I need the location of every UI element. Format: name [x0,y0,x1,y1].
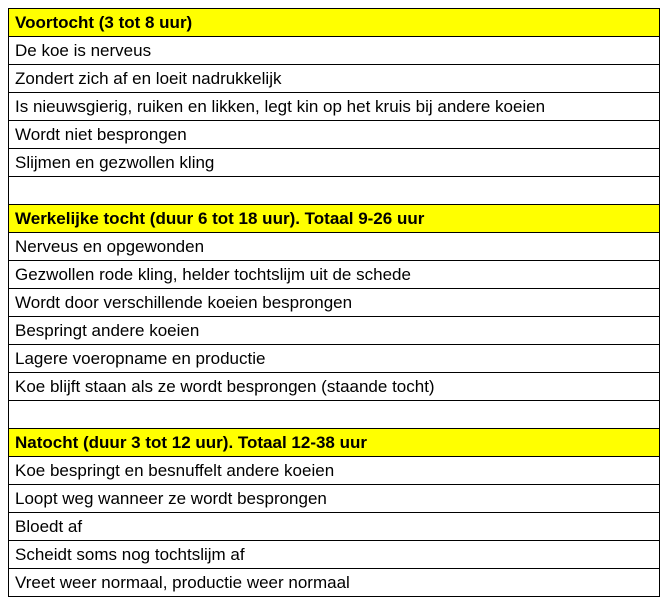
table-row [9,541,660,569]
table-cell: Is nieuwsgierig, ruiken en likken, legt kin op het kruis bij andere koeien [9,93,660,121]
table-row [9,233,660,261]
table-cell: Bloedt af [9,513,660,541]
table-row [9,289,660,317]
section-header-row [9,205,660,233]
table-row [9,345,660,373]
estrus-phases-table [8,8,660,597]
table-row [9,121,660,149]
spacer-row [9,177,660,205]
section-heading-natocht: Natocht (duur 3 tot 12 uur). Totaal 12-38 uur [9,429,660,457]
table-row [9,93,660,121]
table-row [9,37,660,65]
table-cell: Wordt door verschillende koeien besprongen [9,289,660,317]
table-row [9,317,660,345]
table-cell: Zondert zich af en loeit nadrukkelijk [9,65,660,93]
table-cell: Koe blijft staan als ze wordt besprongen (staande tocht) [9,373,660,401]
table-cell: Gezwollen rode kling, helder tochtslijm uit de schede [9,261,660,289]
table-row [9,457,660,485]
table-row [9,569,660,597]
table-cell: Koe bespringt en besnuffelt andere koeien [9,457,660,485]
table-cell: Scheidt soms nog tochtslijm af [9,541,660,569]
table-cell: Wordt niet besprongen [9,121,660,149]
empty-cell [9,401,660,429]
section-header-row [9,429,660,457]
table-row [9,65,660,93]
section-heading-voortocht: Voortocht (3 tot 8 uur) [9,9,660,37]
table-row [9,485,660,513]
table-cell: Nerveus en opgewonden [9,233,660,261]
table-row [9,513,660,541]
table-row [9,261,660,289]
table-cell: Vreet weer normaal, productie weer normaal [9,569,660,597]
section-heading-werkelijke-tocht: Werkelijke tocht (duur 6 tot 18 uur). Totaal 9-26 uur [9,205,660,233]
section-header-row [9,9,660,37]
table-row [9,149,660,177]
table-cell: Bespringt andere koeien [9,317,660,345]
table-cell: Loopt weg wanneer ze wordt besprongen [9,485,660,513]
empty-cell [9,177,660,205]
spacer-row [9,401,660,429]
table-cell: Slijmen en gezwollen kling [9,149,660,177]
table-cell: De koe is nerveus [9,37,660,65]
table-row [9,373,660,401]
table-cell: Lagere voeropname en productie [9,345,660,373]
